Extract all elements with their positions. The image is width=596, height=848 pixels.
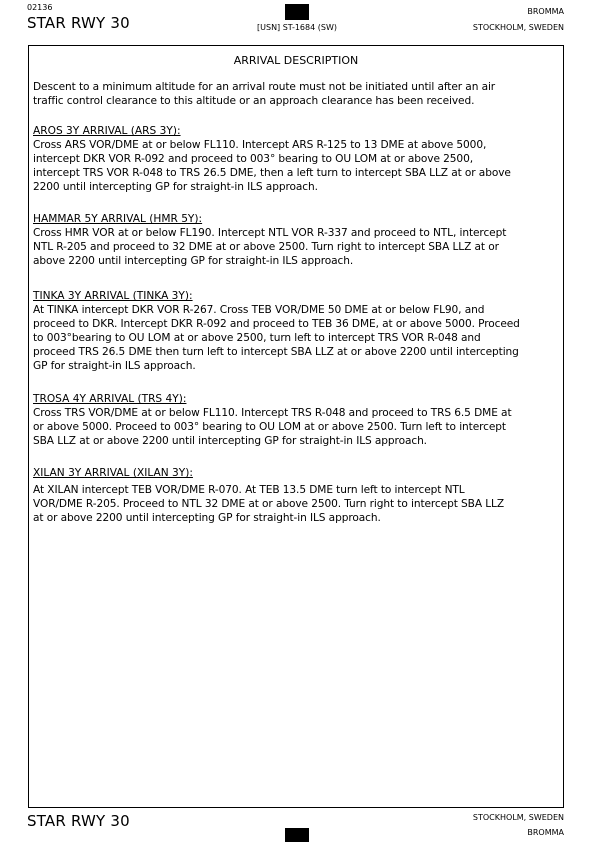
page-title: STAR RWY 30 <box>27 14 130 32</box>
airport-location: STOCKHOLM, SWEDEN <box>472 23 564 32</box>
xilan-3y-heading: XILAN 3Y ARRIVAL (XILAN 3Y): <box>33 467 193 479</box>
tinka-3y-text: At TINKA intercept DKR VOR R-267. Cross TEB VOR/DME 50 DME at or below FL90, and proceed to DKR. Intercept DKR R-092 and proceed to TEB 36 DME, at or above 5000. Proceed to 003°bearing to OU LOM at or above 2500, turn left to intercept TRS VOR R-048 and proceed TRS 26.5 DME then turn left to intercept SBA LLZ at or above 2200 until intercepting GP for straight-in ILS approach. <box>33 304 520 372</box>
hammar-5y-heading: HAMMAR 5Y ARRIVAL (HMR 5Y): <box>33 213 203 225</box>
xilan-3y-text: At XILAN intercept TEB VOR/DME R-070. At TEB 13.5 DME turn left to intercept NTL VOR/DME R-205. Proceed to NTL 32 DME at or above 2500. Turn right to intercept SBA LLZ at or above 2200 until intercepting GP for straight-in ILS approach. <box>33 484 504 524</box>
hammar-5y-text: Cross HMR VOR at or below FL190. Intercept NTL VOR R-337 and proceed to NTL, intercept NTL R-205 and proceed to 32 DME at or above 2500. Turn right to intercept SBA LLZ at or above 2200 until intercepting GP for straight-in ILS approach. <box>33 227 507 267</box>
trosa-4y-text: Cross TRS VOR/DME at or below FL110. Intercept TRS R-048 and proceed to TRS 6.5 DME at or above 5000. Proceed to 003° bearing to OU LOM at or above 2500. Turn left to intercept SBA LLZ at or above 2200 until intercepting GP for straight-in ILS approach. <box>33 407 512 447</box>
aros-3y-text: Cross ARS VOR/DME at or below FL110. Intercept ARS R-125 to 13 DME at above 5000, intercept DKR VOR R-092 and proceed to 003° bearing to OU LOM at or above 2500, intercept TRS VOR R-048 to TRS 26.5 DME, then a left turn to intercept SBA LLZ at or above 2200 until intercepting GP for straight-in ILS approach. <box>33 139 511 193</box>
intro-paragraph: Descent to a minimum altitude for an arrival route must not be initiated until after an air traffic control clearance to this altitude or an approach clearance has been received. <box>33 81 496 107</box>
airport-name: BROMMA <box>527 7 564 16</box>
chart-code: 02136 <box>27 3 53 12</box>
footer-title: STAR RWY 30 <box>27 812 130 830</box>
aros-3y-heading: AROS 3Y ARRIVAL (ARS 3Y): <box>33 125 181 137</box>
chart-id: [USN] ST-1684 (SW) <box>257 23 337 32</box>
index-mark-top <box>285 4 309 20</box>
footer-airport: BROMMA <box>527 828 564 837</box>
index-mark-bottom <box>285 828 309 842</box>
footer-location: STOCKHOLM, SWEDEN <box>472 813 564 822</box>
section-title: ARRIVAL DESCRIPTION <box>233 54 359 67</box>
trosa-4y-heading: TROSA 4Y ARRIVAL (TRS 4Y): <box>33 393 187 405</box>
tinka-3y-heading: TINKA 3Y ARRIVAL (TINKA 3Y): <box>33 290 193 302</box>
